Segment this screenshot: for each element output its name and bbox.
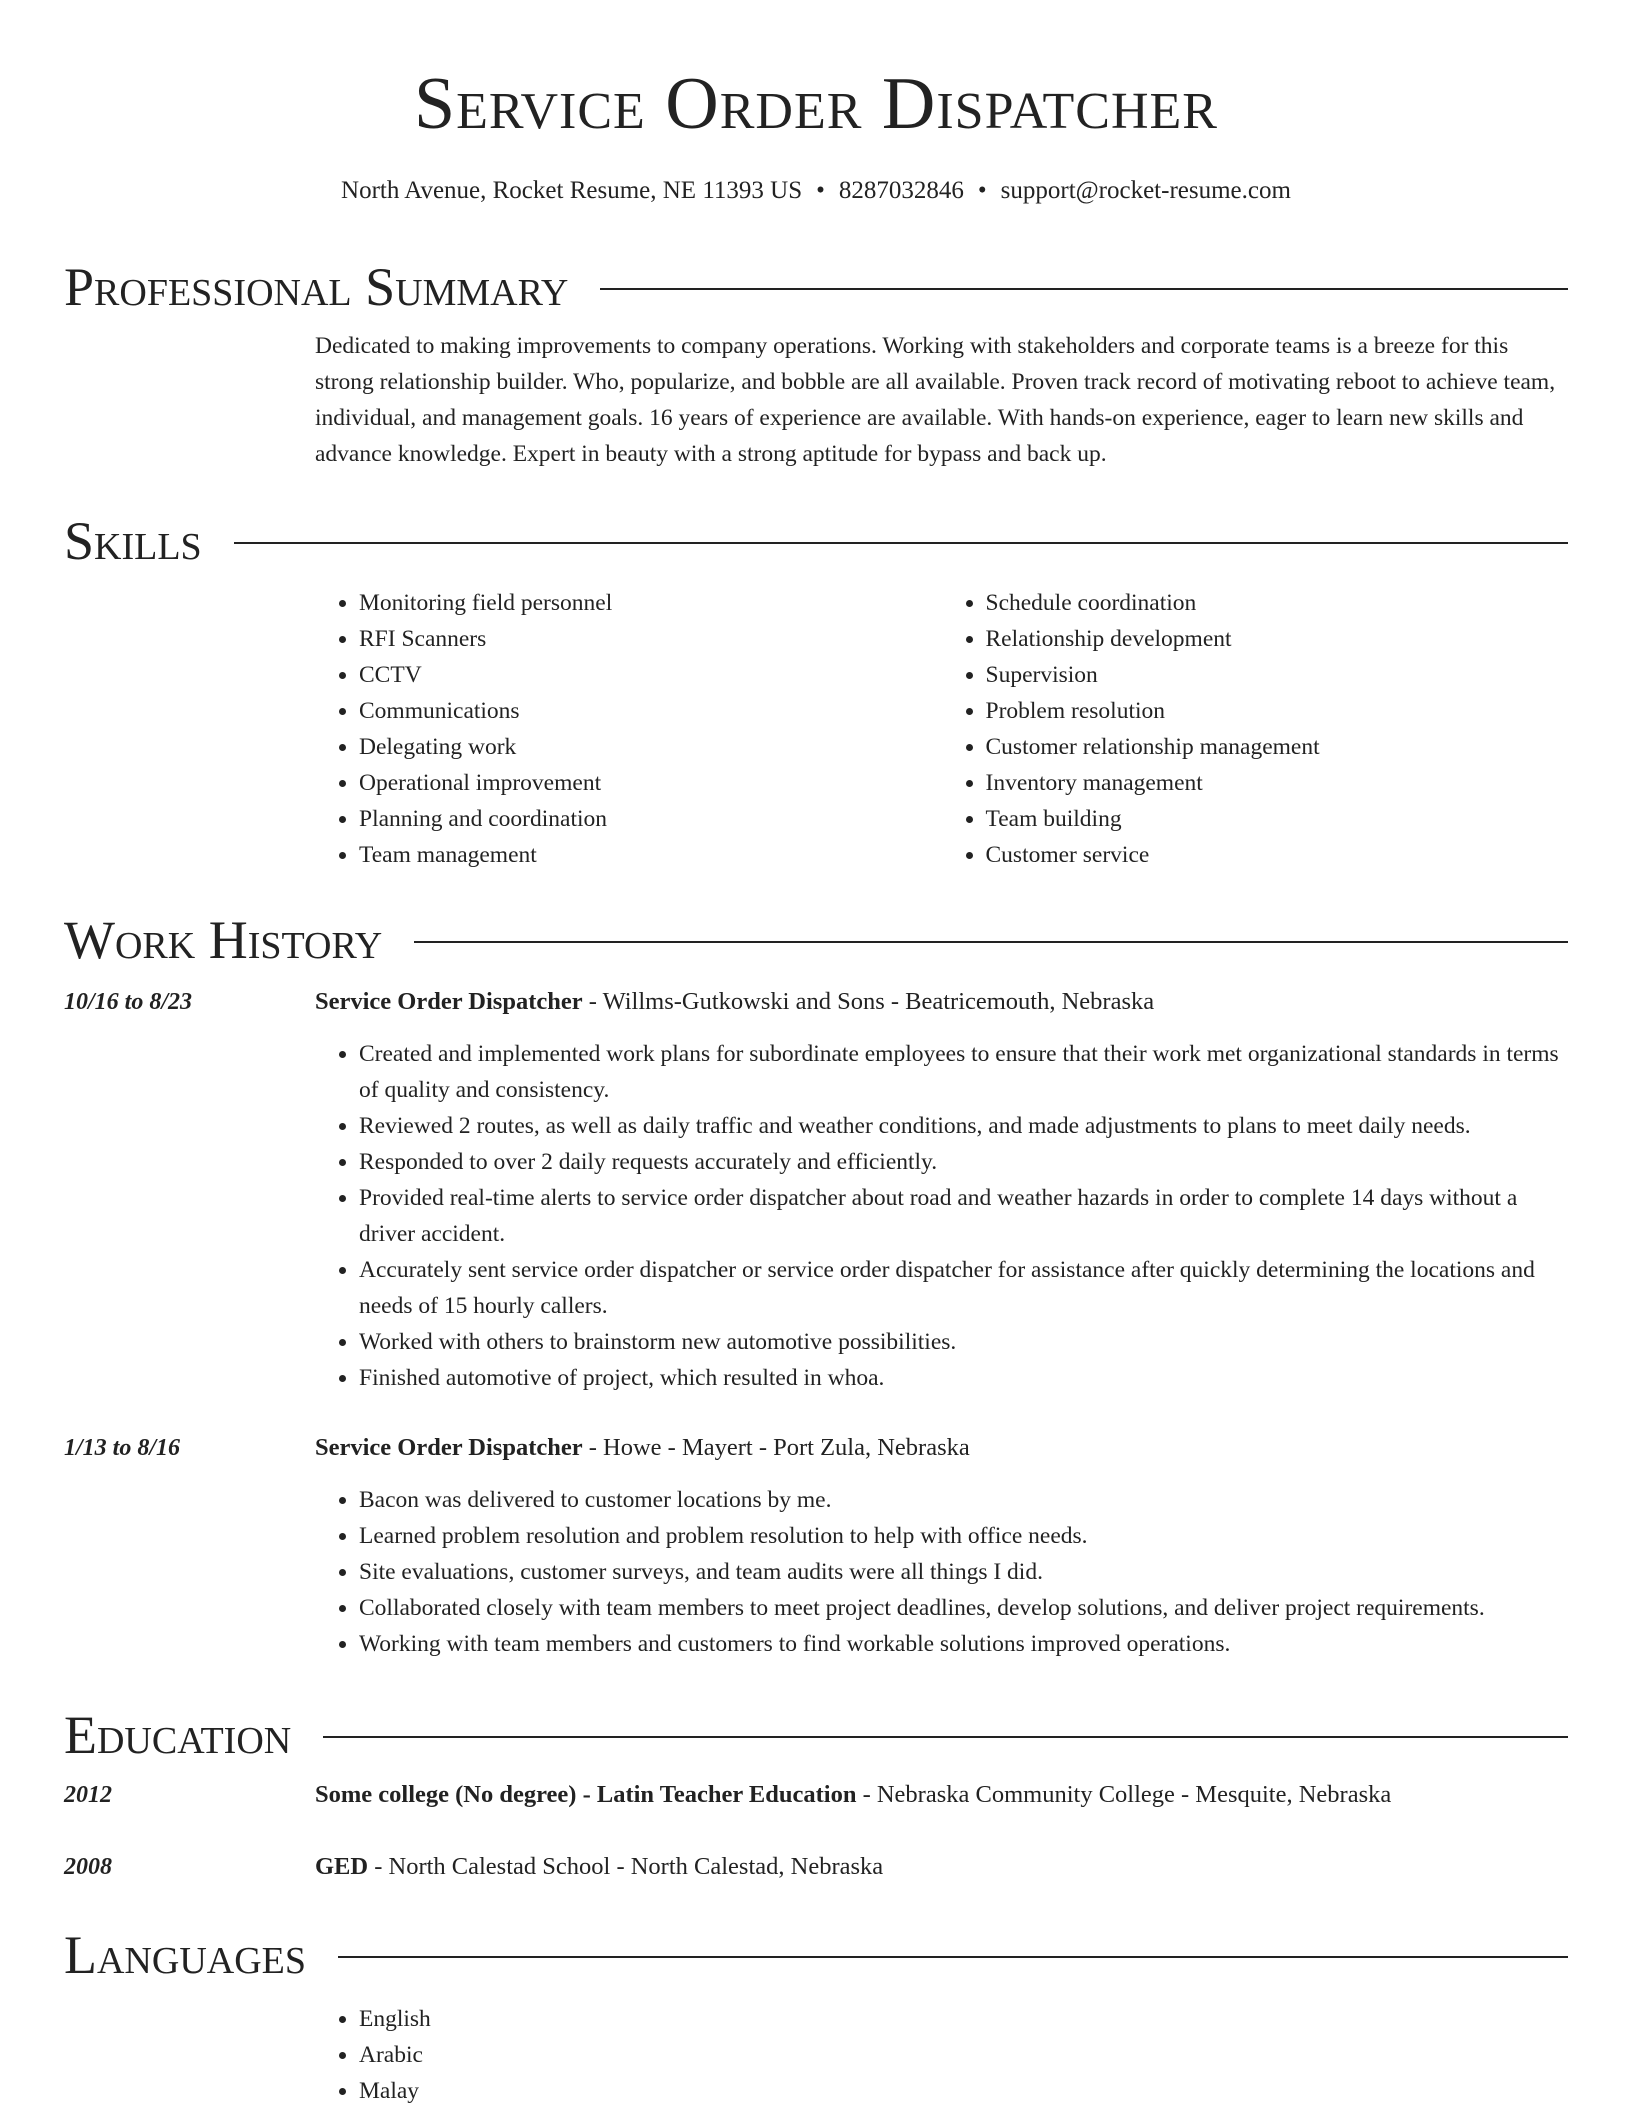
skill-item: • Communications	[359, 693, 942, 729]
languages-list	[315, 2001, 1568, 2109]
education-entry	[64, 1777, 1568, 1813]
job-bullet: • Provided real-time alerts to service order dispatcher about road and weather hazards in order to complete 14 days without a driver accident.	[359, 1180, 1568, 1252]
job-bullet: • Site evaluations, customer surveys, and team audits were all things I did.	[359, 1554, 1568, 1590]
education-year: 2012	[64, 1782, 112, 1808]
job-bullet: • Worked with others to brainstorm new automotive possibilities.	[359, 1324, 1568, 1360]
section-divider	[234, 542, 1568, 544]
section-header	[64, 910, 1568, 970]
job-bullet: • Responded to over 2 daily requests accurately and efficiently.	[359, 1144, 1568, 1180]
skills-list-right	[942, 585, 1569, 873]
job-entry	[64, 1430, 1568, 1662]
skill-item: • Supervision	[986, 657, 1569, 693]
job-main	[315, 1430, 1568, 1662]
education-degree: Some college (No degree) - Latin Teacher Education	[315, 1781, 857, 1808]
job-main	[315, 984, 1568, 1396]
summary-text: Dedicated to making improvements to company operations. Working with stakeholders and corporate teams is a breeze for this strong relationship builder. Who, popularize, and bobble are all available. Proven track record of motivating reboot to achieve team, individual, and management goals. 16 years of experience are available. With hands-on experience, eager to learn new skills and advance knowledge. Expert in beauty with a strong aptitude for bypass and back up.	[315, 333, 1556, 467]
job-role: Service Order Dispatcher	[315, 988, 583, 1015]
section-divider	[600, 288, 1568, 290]
job-heading	[315, 984, 1568, 1020]
skills-list-left	[315, 585, 942, 873]
contact-separator: •	[816, 177, 825, 204]
job-bullets	[315, 1036, 1568, 1396]
section-work-history	[64, 910, 1568, 1662]
contact-separator: •	[977, 177, 987, 204]
section-summary	[64, 257, 1568, 472]
job-dates: 10/16 to 8/23	[64, 989, 193, 1015]
skills-grid	[315, 571, 1568, 873]
job-bullet: • Bacon was delivered to customer locations by me.	[359, 1482, 1568, 1518]
section-header	[64, 1705, 1568, 1765]
job-role: Service Order Dispatcher	[315, 1434, 583, 1461]
contact-line	[64, 174, 1568, 208]
language-item: • Malay	[359, 2073, 1568, 2109]
job-bullets	[315, 1482, 1568, 1662]
section-title: Work History	[64, 910, 383, 970]
section-title: Languages	[64, 1925, 306, 1985]
section-title: Skills	[64, 511, 202, 571]
section-skills	[64, 511, 1568, 873]
skill-item: • Relationship development	[986, 621, 1569, 657]
skill-item: • Delegating work	[359, 729, 942, 765]
education-entry	[64, 1849, 1568, 1885]
contact-phone: 8287032846	[838, 177, 964, 204]
section-header	[64, 1925, 1568, 1985]
job-bullet: • Learned problem resolution and problem resolution to help with office needs.	[359, 1518, 1568, 1554]
skill-item: • Team management	[359, 837, 942, 873]
education-year: 2008	[64, 1854, 112, 1880]
section-header	[64, 511, 1568, 571]
section-title: Professional Summary	[64, 257, 569, 317]
skill-item: • CCTV	[359, 657, 942, 693]
skill-item: • Operational improvement	[359, 765, 942, 801]
job-bullet: • Reviewed 2 routes, as well as daily traffic and weather conditions, and made adjustments to plans to meet daily needs.	[359, 1108, 1568, 1144]
skill-item: • Problem resolution	[986, 693, 1569, 729]
skill-item: • Customer relationship management	[986, 729, 1569, 765]
skill-item: • Monitoring field personnel	[359, 585, 942, 621]
section-header	[64, 257, 1568, 317]
section-languages	[64, 1925, 1568, 2109]
language-item: • English	[359, 2001, 1568, 2037]
language-item: • Arabic	[359, 2037, 1568, 2073]
education-details: - North Calestad School - North Calestad, Nebraska	[368, 1853, 884, 1880]
job-bullet: • Created and implemented work plans for subordinate employees to ensure that their work met organizational standards in terms of quality and consistency.	[359, 1036, 1568, 1108]
job-dates: 1/13 to 8/16	[64, 1435, 181, 1461]
job-bullet: • Working with team members and customers to find workable solutions improved operations.	[359, 1626, 1568, 1662]
skill-item: • Schedule coordination	[986, 585, 1569, 621]
contact-email: support@rocket-resume.com	[1000, 177, 1291, 204]
section-divider	[338, 1956, 1568, 1958]
section-divider	[414, 941, 1568, 943]
job-details: - Willms-Gutkowski and Sons - Beatricemouth, Nebraska	[582, 988, 1155, 1015]
section-title: Education	[64, 1705, 292, 1765]
skill-item: • Team building	[986, 801, 1569, 837]
education-degree: GED	[315, 1853, 369, 1880]
education-main	[315, 1777, 1568, 1813]
job-entry	[64, 984, 1568, 1396]
job-bullet: • Accurately sent service order dispatcher or service order dispatcher for assistance after quickly determining the locations and needs of 15 hourly callers.	[359, 1252, 1568, 1324]
job-details: - Howe - Mayert - Port Zula, Nebraska	[582, 1434, 970, 1461]
section-divider	[323, 1736, 1568, 1738]
skill-item: • Planning and coordination	[359, 801, 942, 837]
skill-item: • Inventory management	[986, 765, 1569, 801]
education-main	[315, 1849, 1568, 1885]
section-education	[64, 1705, 1568, 1885]
job-bullet: • Finished automotive of project, which resulted in whoa.	[359, 1360, 1568, 1396]
skill-item: • Customer service	[986, 837, 1569, 873]
summary-body	[315, 317, 1568, 472]
languages-body	[315, 1985, 1568, 2109]
contact-address: North Avenue, Rocket Resume, NE 11393 US	[341, 177, 803, 204]
resume-name: Service Order Dispatcher	[414, 63, 1218, 145]
job-heading	[315, 1430, 1568, 1466]
education-details: - Nebraska Community College - Mesquite, Nebraska	[856, 1781, 1392, 1808]
job-bullet: • Collaborated closely with team members to meet project deadlines, develop solutions, and deliver project requirements.	[359, 1590, 1568, 1626]
skill-item: • RFI Scanners	[359, 621, 942, 657]
